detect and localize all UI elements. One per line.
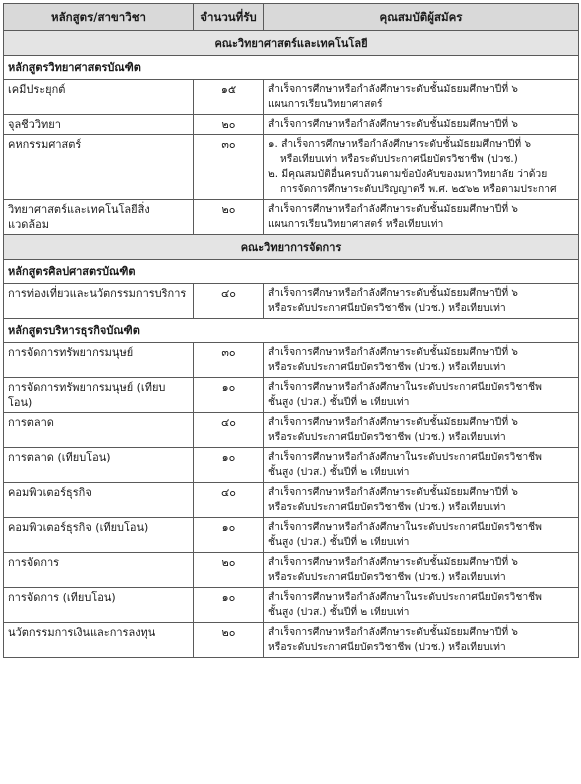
qualification-line: หรือระดับประกาศนียบัตรวิชาชีพ (ปวช.) หรือเทียบเท่า bbox=[268, 571, 506, 583]
qualification-line: หรือเทียบเท่า หรือระดับประกาศนียบัตรวิชาชีพ (ปวช.) bbox=[280, 153, 518, 165]
seat-count: ๑๐ bbox=[194, 378, 264, 413]
faculty-row bbox=[4, 31, 579, 56]
qualification-line: ชั้นสูง (ปวส.) ชั้นปีที่ ๒ เทียบเท่า bbox=[268, 466, 410, 478]
major-name: การตลาด (เทียบโอน) bbox=[4, 448, 194, 483]
qualification-cell bbox=[264, 378, 579, 413]
major-name: การจัดการทรัพยากรมนุษย์ bbox=[4, 343, 194, 378]
table-body bbox=[4, 31, 579, 658]
major-name: เคมีประยุกต์ bbox=[4, 80, 194, 115]
seat-count: ๒๐ bbox=[194, 553, 264, 588]
faculty-name: คณะวิทยาการจัดการ bbox=[4, 235, 579, 260]
table-row bbox=[4, 588, 579, 623]
qualification-line: สำเร็จการศึกษาหรือกำลังศึกษาในระดับประกาศนียบัตรวิชาชีพ bbox=[268, 381, 542, 393]
seat-count: ๑๐ bbox=[194, 588, 264, 623]
qualification-line: หรือระดับประกาศนียบัตรวิชาชีพ (ปวช.) หรือเทียบเท่า bbox=[268, 302, 506, 314]
qualification-line: สำเร็จการศึกษาหรือกำลังศึกษาระดับชั้นมัธยมศึกษาปีที่ ๖ bbox=[268, 287, 518, 299]
qualification-line: สำเร็จการศึกษาหรือกำลังศึกษาระดับชั้นมัธยมศึกษาปีที่ ๖ bbox=[268, 626, 518, 638]
table-row bbox=[4, 413, 579, 448]
qualification-line: หรือระดับประกาศนียบัตรวิชาชีพ (ปวช.) หรือเทียบเท่า bbox=[268, 361, 506, 373]
qualification-cell bbox=[264, 343, 579, 378]
seat-count: ๒๐ bbox=[194, 200, 264, 235]
program-name: หลักสูตรวิทยาศาสตรบัณฑิต bbox=[4, 56, 579, 80]
qualification-line: ชั้นสูง (ปวส.) ชั้นปีที่ ๒ เทียบเท่า bbox=[268, 536, 410, 548]
faculty-name: คณะวิทยาศาสตร์และเทคโนโลยี bbox=[4, 31, 579, 56]
qualification-line: สำเร็จการศึกษาหรือกำลังศึกษาระดับชั้นมัธยมศึกษาปีที่ ๖ bbox=[268, 556, 518, 568]
table-row bbox=[4, 518, 579, 553]
header-qualifications: คุณสมบัติผู้สมัคร bbox=[264, 4, 579, 31]
admission-table bbox=[3, 3, 579, 658]
table-row bbox=[4, 623, 579, 658]
seat-count: ๔๐ bbox=[194, 483, 264, 518]
qualification-line: สำเร็จการศึกษาหรือกำลังศึกษาระดับชั้นมัธยมศึกษาปีที่ ๖ bbox=[268, 118, 518, 130]
qualification-line: สำเร็จการศึกษาหรือกำลังศึกษาระดับชั้นมัธยมศึกษาปีที่ ๖ bbox=[268, 416, 518, 428]
qualification-line: ๒. มีคุณสมบัติอื่นครบถ้วนตามข้อบังคับของมหาวิทยาลัย ว่าด้วย bbox=[268, 168, 548, 180]
header-program: หลักสูตร/สาขาวิชา bbox=[4, 4, 194, 31]
qualification-line: ๑. สำเร็จการศึกษาหรือกำลังศึกษาระดับชั้นมัธยมศึกษาปีที่ ๖ bbox=[268, 138, 531, 150]
qualification-line: สำเร็จการศึกษาหรือกำลังศึกษาในระดับประกาศนียบัตรวิชาชีพ bbox=[268, 451, 542, 463]
header-seats: จำนวนที่รับ bbox=[194, 4, 264, 31]
qualification-line: ชั้นสูง (ปวส.) ชั้นปีที่ ๒ เทียบเท่า bbox=[268, 606, 410, 618]
seat-count: ๑๕ bbox=[194, 80, 264, 115]
seat-count: ๓๐ bbox=[194, 135, 264, 200]
qualification-cell bbox=[264, 483, 579, 518]
qualification-cell bbox=[264, 553, 579, 588]
seat-count: ๔๐ bbox=[194, 284, 264, 319]
qualification-cell bbox=[264, 413, 579, 448]
seat-count: ๒๐ bbox=[194, 115, 264, 135]
table-row bbox=[4, 483, 579, 518]
qualification-line: หรือระดับประกาศนียบัตรวิชาชีพ (ปวช.) หรือเทียบเท่า bbox=[268, 501, 506, 513]
faculty-row bbox=[4, 235, 579, 260]
seat-count: ๑๐ bbox=[194, 518, 264, 553]
seat-count: ๔๐ bbox=[194, 413, 264, 448]
qualification-line: สำเร็จการศึกษาหรือกำลังศึกษาระดับชั้นมัธยมศึกษาปีที่ ๖ bbox=[268, 486, 518, 498]
major-name: คหกรรมศาสตร์ bbox=[4, 135, 194, 200]
major-name: คอมพิวเตอร์ธุรกิจ bbox=[4, 483, 194, 518]
program-row bbox=[4, 56, 579, 80]
major-name: การจัดการทรัพยากรมนุษย์ (เทียบโอน) bbox=[4, 378, 194, 413]
major-name: การจัดการ (เทียบโอน) bbox=[4, 588, 194, 623]
qualification-line: สำเร็จการศึกษาหรือกำลังศึกษาในระดับประกาศนียบัตรวิชาชีพ bbox=[268, 521, 542, 533]
qualification-cell bbox=[264, 448, 579, 483]
qualification-line: สำเร็จการศึกษาหรือกำลังศึกษาระดับชั้นมัธยมศึกษาปีที่ ๖ bbox=[268, 203, 518, 215]
major-name: การตลาด bbox=[4, 413, 194, 448]
qualification-cell bbox=[264, 588, 579, 623]
seat-count: ๑๐ bbox=[194, 448, 264, 483]
table-header-row bbox=[4, 4, 579, 31]
table-row bbox=[4, 553, 579, 588]
seat-count: ๒๐ bbox=[194, 623, 264, 658]
qualification-line: แผนการเรียนวิทยาศาสตร์ หรือเทียบเท่า bbox=[268, 218, 444, 230]
major-name: คอมพิวเตอร์ธุรกิจ (เทียบโอน) bbox=[4, 518, 194, 553]
program-row bbox=[4, 260, 579, 284]
major-name: นวัตกรรมการเงินและการลงทุน bbox=[4, 623, 194, 658]
qualification-line: การจัดการศึกษาระดับปริญญาตรี พ.ศ. ๒๕๖๒ หรือตามประกาศ bbox=[280, 183, 557, 195]
qualification-cell bbox=[264, 200, 579, 235]
major-name: การท่องเที่ยวและนวัตกรรมการบริการ bbox=[4, 284, 194, 319]
program-row bbox=[4, 319, 579, 343]
qualification-line: หรือระดับประกาศนียบัตรวิชาชีพ (ปวช.) หรือเทียบเท่า bbox=[268, 431, 506, 443]
qualification-line: แผนการเรียนวิทยาศาสตร์ bbox=[268, 98, 383, 110]
table-row bbox=[4, 284, 579, 319]
table-row bbox=[4, 115, 579, 135]
major-name: วิทยาศาสตร์และเทคโนโลยีสิ่งแวดล้อม bbox=[4, 200, 194, 235]
major-name: การจัดการ bbox=[4, 553, 194, 588]
qualification-line: สำเร็จการศึกษาหรือกำลังศึกษาในระดับประกาศนียบัตรวิชาชีพ bbox=[268, 591, 542, 603]
table-row bbox=[4, 448, 579, 483]
qualification-cell bbox=[264, 284, 579, 319]
qualification-line: หรือระดับประกาศนียบัตรวิชาชีพ (ปวช.) หรือเทียบเท่า bbox=[268, 641, 506, 653]
qualification-cell bbox=[264, 623, 579, 658]
qualification-line: สำเร็จการศึกษาหรือกำลังศึกษาระดับชั้นมัธยมศึกษาปีที่ ๖ bbox=[268, 83, 518, 95]
table-row bbox=[4, 378, 579, 413]
qualification-cell bbox=[264, 80, 579, 115]
program-name: หลักสูตรศิลปศาสตรบัณฑิต bbox=[4, 260, 579, 284]
qualification-line: ชั้นสูง (ปวส.) ชั้นปีที่ ๒ เทียบเท่า bbox=[268, 396, 410, 408]
qualification-line: สำเร็จการศึกษาหรือกำลังศึกษาระดับชั้นมัธยมศึกษาปีที่ ๖ bbox=[268, 346, 518, 358]
table-row bbox=[4, 80, 579, 115]
program-name: หลักสูตรบริหารธุรกิจบัณฑิต bbox=[4, 319, 579, 343]
qualification-cell bbox=[264, 135, 579, 200]
qualification-cell bbox=[264, 115, 579, 135]
major-name: จุลชีววิทยา bbox=[4, 115, 194, 135]
qualification-cell bbox=[264, 518, 579, 553]
table-row bbox=[4, 343, 579, 378]
table-row bbox=[4, 200, 579, 235]
seat-count: ๓๐ bbox=[194, 343, 264, 378]
table-row bbox=[4, 135, 579, 200]
